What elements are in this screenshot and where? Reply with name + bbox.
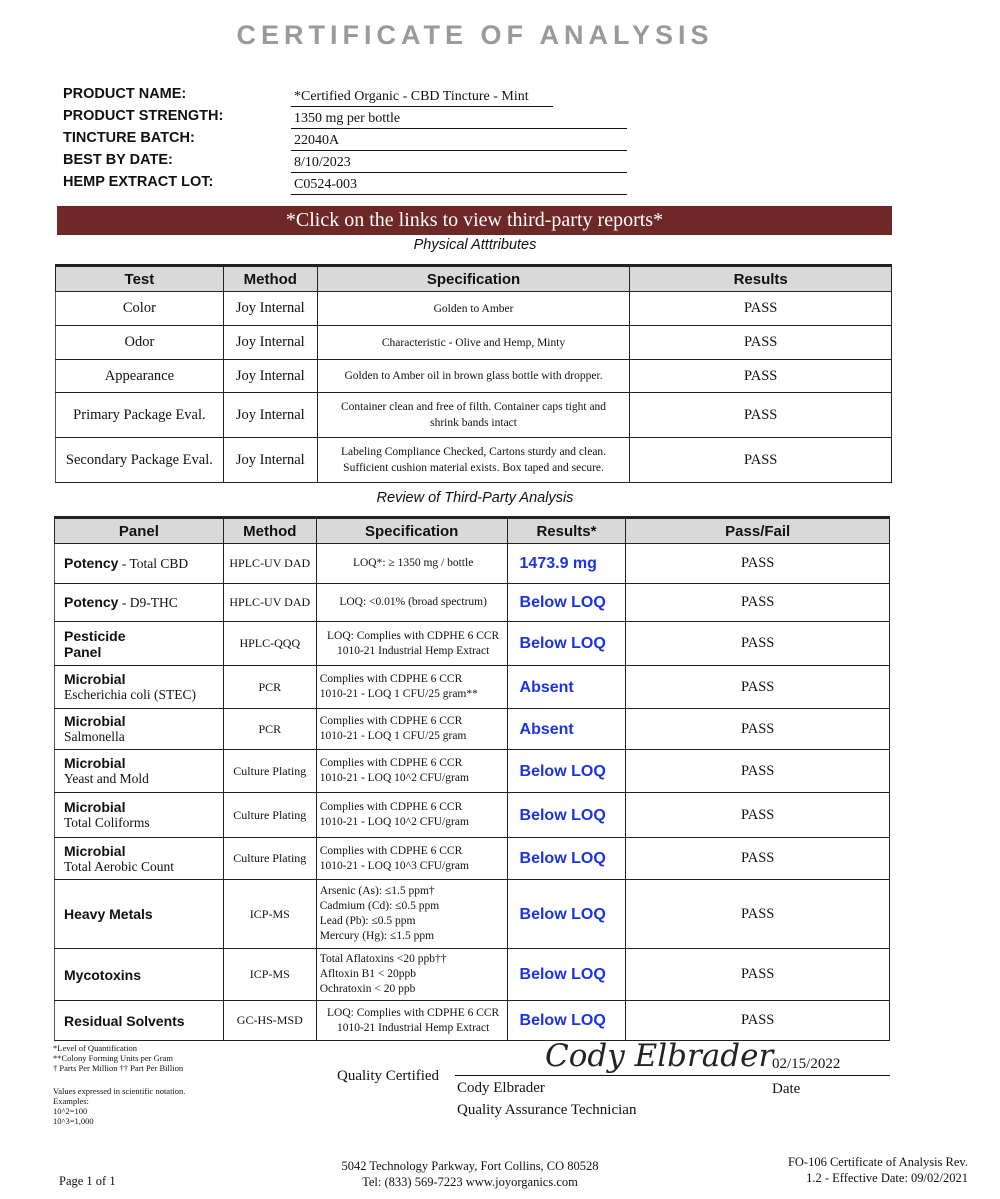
panel-cell bbox=[55, 584, 224, 622]
table-row bbox=[55, 793, 890, 838]
spec-line: Sufficient cushion material exists. Box taped and secure. bbox=[343, 462, 604, 474]
column-header-results: Results* bbox=[507, 518, 626, 544]
pass-fail-cell: PASS bbox=[626, 666, 890, 709]
info-row-hemp-extract-lot bbox=[63, 174, 643, 196]
pass-fail-cell: PASS bbox=[626, 584, 890, 622]
footnote: *Level of Quantification bbox=[53, 1043, 138, 1053]
info-value: 8/10/2023 bbox=[291, 154, 627, 173]
info-value: C0524-003 bbox=[291, 176, 627, 195]
panel-title: Microbial bbox=[64, 799, 126, 815]
footnote: **Colony Forming Units per Gram bbox=[53, 1053, 173, 1063]
result-link-potency-thc[interactable]: Below LOQ bbox=[507, 584, 626, 622]
column-header-method: Method bbox=[223, 266, 317, 292]
table-row bbox=[55, 838, 890, 880]
spec-cell bbox=[317, 393, 630, 438]
panel-cell bbox=[55, 709, 224, 750]
column-header-method: Method bbox=[223, 518, 316, 544]
address-line: 5042 Technology Parkway, Fort Collins, CO 80528 bbox=[341, 1159, 599, 1173]
table-row bbox=[55, 622, 890, 666]
column-header-test: Test bbox=[56, 266, 224, 292]
info-row-product-strength bbox=[63, 108, 643, 130]
panel-title: Heavy Metals bbox=[64, 906, 153, 922]
spec-cell bbox=[316, 949, 507, 1001]
signer-title: Quality Assurance Technician bbox=[457, 1102, 637, 1118]
info-row-tincture-batch bbox=[63, 130, 643, 152]
method-cell: Joy Internal bbox=[223, 393, 317, 438]
spec-line: Complies with CDPHE 6 CCR bbox=[319, 801, 463, 813]
spec-cell bbox=[316, 880, 507, 949]
spec-line: Container clean and free of filth. Container caps tight and bbox=[341, 401, 607, 413]
table-row bbox=[56, 292, 892, 326]
spec-line: Ochratoxin < 20 ppb bbox=[319, 983, 416, 995]
spec-line: LOQ*: ≥ 1350 mg / bottle bbox=[352, 557, 474, 569]
spec-line: 1010-21 - LOQ 10^2 CFU/gram bbox=[319, 772, 469, 784]
result-cell: PASS bbox=[630, 438, 892, 483]
spec-line: 1010-21 Industrial Hemp Extract bbox=[336, 1021, 490, 1034]
panel-title: Mycotoxins bbox=[64, 966, 142, 983]
spec-line: LOQ: Complies with CDPHE 6 CCR bbox=[327, 629, 500, 642]
info-label: PRODUCT NAME: bbox=[63, 86, 187, 102]
panel-cell bbox=[55, 949, 224, 1001]
table-row bbox=[55, 709, 890, 750]
spec-line: Complies with CDPHE 6 CCR bbox=[319, 673, 463, 685]
spec-cell bbox=[316, 750, 507, 793]
panel-cell bbox=[55, 838, 224, 880]
spec-cell bbox=[317, 292, 630, 326]
table-row bbox=[55, 584, 890, 622]
panel-subtitle: - Total CBD bbox=[118, 556, 189, 571]
method-cell: ICP-MS bbox=[223, 880, 316, 949]
third-party-reports-link[interactable]: *Click on the links to view third-party reports* bbox=[57, 206, 892, 235]
panel-subtitle: Total Coliforms bbox=[64, 815, 150, 830]
spec-cell bbox=[316, 709, 507, 750]
table-row bbox=[55, 949, 890, 1001]
table-row bbox=[56, 360, 892, 393]
result-cell: PASS bbox=[630, 292, 892, 326]
signer-name: Cody Elbrader bbox=[457, 1080, 545, 1096]
spec-cell bbox=[317, 360, 630, 393]
spec-cell bbox=[316, 838, 507, 880]
panel-cell bbox=[55, 666, 224, 709]
spec-line: Golden to Amber oil in brown glass bottle with dropper. bbox=[344, 370, 603, 382]
spec-line: Labeling Compliance Checked, Cartons sturdy and clean. bbox=[341, 446, 607, 458]
method-cell: ICP-MS bbox=[223, 949, 316, 1001]
form-line: 1.2 - Effective Date: 09/02/2021 bbox=[806, 1171, 968, 1185]
third-party-table bbox=[54, 516, 890, 1041]
panel-title: Microbial bbox=[64, 755, 126, 771]
panel-cell bbox=[55, 1001, 224, 1041]
third-party-caption: Review of Third-Party Analysis bbox=[376, 490, 574, 506]
spec-cell bbox=[316, 622, 507, 666]
panel-subtitle: Salmonella bbox=[64, 729, 125, 744]
info-label: PRODUCT STRENGTH: bbox=[63, 108, 224, 124]
method-cell: Joy Internal bbox=[223, 326, 317, 360]
result-link-heavy-metals[interactable]: Below LOQ bbox=[507, 880, 626, 949]
test-cell: Secondary Package Eval. bbox=[56, 438, 224, 483]
spec-cell bbox=[316, 793, 507, 838]
info-label: TINCTURE BATCH: bbox=[63, 130, 195, 146]
column-header-panel: Panel bbox=[55, 518, 224, 544]
result-link-pesticides[interactable]: Below LOQ bbox=[507, 622, 626, 666]
method-cell: Joy Internal bbox=[223, 438, 317, 483]
pass-fail-cell: PASS bbox=[626, 838, 890, 880]
column-header-pass-fail: Pass/Fail bbox=[626, 518, 890, 544]
form-revision bbox=[760, 1154, 968, 1186]
table-row bbox=[56, 393, 892, 438]
info-value: 1350 mg per bottle bbox=[291, 110, 627, 129]
panel-title: Microbial bbox=[64, 671, 126, 687]
column-header-specification: Specification bbox=[316, 518, 507, 544]
spec-line: 1010-21 - LOQ 1 CFU/25 gram bbox=[319, 730, 467, 742]
table-row bbox=[56, 326, 892, 360]
physical-attributes-table bbox=[55, 264, 892, 483]
panel-cell bbox=[55, 750, 224, 793]
info-value: *Certified Organic - CBD Tincture - Mint bbox=[291, 88, 553, 107]
table-header-row bbox=[55, 518, 890, 544]
company-address bbox=[300, 1158, 640, 1190]
info-label: BEST BY DATE: bbox=[63, 152, 173, 168]
spec-line: Total Aflatoxins <20 ppb†† bbox=[319, 953, 447, 965]
footnote: 10^2=100 bbox=[53, 1106, 88, 1116]
test-cell: Odor bbox=[56, 326, 224, 360]
method-cell: Joy Internal bbox=[223, 360, 317, 393]
result-link-yeast-mold[interactable]: Below LOQ bbox=[507, 750, 626, 793]
spec-line: 1010-21 - LOQ 10^3 CFU/gram bbox=[319, 859, 469, 872]
method-cell: Culture Plating bbox=[223, 793, 316, 838]
footnote: Values expressed in scientific notation. bbox=[53, 1086, 186, 1096]
panel-cell bbox=[55, 622, 224, 666]
panel-cell bbox=[55, 544, 224, 584]
panel-title: Potency bbox=[64, 555, 119, 571]
method-cell: PCR bbox=[223, 666, 316, 709]
info-row-best-by-date bbox=[63, 152, 643, 174]
spec-line: Cadmium (Cd): ≤0.5 ppm bbox=[319, 900, 440, 912]
method-cell: PCR bbox=[223, 709, 316, 750]
panel-subtitle: - D9-THC bbox=[118, 595, 178, 610]
spec-line: Arsenic (As): ≤1.5 ppm† bbox=[319, 885, 435, 897]
date-label: Date bbox=[772, 1081, 801, 1097]
table-row bbox=[55, 750, 890, 793]
result-cell: PASS bbox=[630, 393, 892, 438]
signature-date: 02/15/2022 bbox=[772, 1056, 841, 1072]
result-link-aerobic-count[interactable]: Below LOQ bbox=[507, 838, 626, 880]
panel-title: Residual Solvents bbox=[64, 1012, 185, 1029]
spec-line: Golden to Amber bbox=[433, 302, 514, 315]
method-cell: HPLC-UV DAD bbox=[223, 584, 316, 622]
pass-fail-cell: PASS bbox=[626, 1001, 890, 1041]
pass-fail-cell: PASS bbox=[626, 880, 890, 949]
method-cell: HPLC-UV DAD bbox=[223, 544, 316, 584]
spec-line: shrink bands intact bbox=[430, 417, 517, 429]
footnote: 10^3=1,000 bbox=[53, 1116, 94, 1126]
quality-certified-label: Quality Certified bbox=[337, 1068, 440, 1084]
panel-subtitle: Yeast and Mold bbox=[64, 771, 149, 786]
panel-title: Pesticide Panel bbox=[64, 627, 126, 660]
contact-line: Tel: (833) 569-7223 www.joyorganics.com bbox=[362, 1175, 578, 1189]
result-link-coliforms[interactable]: Below LOQ bbox=[507, 793, 626, 838]
form-line: FO-106 Certificate of Analysis Rev. bbox=[787, 1155, 968, 1169]
spec-line: LOQ: Complies with CDPHE 6 CCR bbox=[327, 1006, 500, 1019]
pass-fail-cell: PASS bbox=[626, 544, 890, 584]
spec-line: Lead (Pb): ≤0.5 ppm bbox=[319, 915, 416, 927]
footnote: † Parts Per Million †† Part Per Billion bbox=[53, 1063, 184, 1073]
spec-line: 1010-21 - LOQ 10^2 CFU/gram bbox=[319, 816, 469, 828]
document-title: CERTIFICATE OF ANALYSIS bbox=[236, 20, 714, 50]
spec-cell bbox=[317, 438, 630, 483]
result-cell: PASS bbox=[630, 326, 892, 360]
pass-fail-cell: PASS bbox=[626, 750, 890, 793]
pass-fail-cell: PASS bbox=[626, 793, 890, 838]
panel-title: Microbial bbox=[64, 842, 126, 859]
spec-line: Characteristic - Olive and Hemp, Minty bbox=[381, 336, 566, 349]
footnote: Examples: bbox=[53, 1096, 89, 1106]
spec-line: 1010-21 - LOQ 1 CFU/25 gram** bbox=[319, 688, 478, 700]
result-link-potency-cbd[interactable]: 1473.9 mg bbox=[507, 544, 626, 584]
result-link-ecoli[interactable]: Absent bbox=[507, 666, 626, 709]
spec-line: Complies with CDPHE 6 CCR bbox=[319, 844, 463, 857]
info-row-product-name bbox=[63, 86, 643, 108]
table-row bbox=[55, 544, 890, 584]
physical-attributes-caption: Physical Atttributes bbox=[413, 237, 537, 253]
panel-subtitle: Escherichia coli (STEC) bbox=[64, 687, 196, 702]
pass-fail-cell: PASS bbox=[626, 622, 890, 666]
table-row bbox=[55, 1001, 890, 1041]
result-link-residual-solvents[interactable]: Below LOQ bbox=[507, 1001, 626, 1041]
table-row bbox=[56, 438, 892, 483]
table-header-row bbox=[56, 266, 892, 292]
product-info bbox=[63, 86, 643, 196]
method-cell: GC-HS-MSD bbox=[223, 1001, 316, 1041]
method-cell: Culture Plating bbox=[223, 750, 316, 793]
spec-cell bbox=[316, 544, 507, 584]
spec-line: LOQ: <0.01% (broad spectrum) bbox=[339, 596, 487, 608]
result-link-mycotoxins[interactable]: Below LOQ bbox=[507, 949, 626, 1001]
panel-cell bbox=[55, 793, 224, 838]
signature: Cody Elbrader bbox=[545, 1038, 774, 1074]
panel-title: Microbial bbox=[64, 713, 126, 729]
method-cell: Joy Internal bbox=[223, 292, 317, 326]
signature-line bbox=[455, 1075, 890, 1076]
method-cell: Culture Plating bbox=[223, 838, 316, 880]
footnotes bbox=[53, 1043, 185, 1126]
table-row bbox=[55, 880, 890, 949]
panel-subtitle: Total Aerobic Count bbox=[64, 858, 175, 874]
test-cell: Primary Package Eval. bbox=[56, 393, 224, 438]
column-header-results: Results bbox=[630, 266, 892, 292]
column-header-specification: Specification bbox=[317, 266, 630, 292]
spec-line: Afltoxin B1 < 20ppb bbox=[319, 968, 417, 980]
result-cell: PASS bbox=[630, 360, 892, 393]
spec-line: Mercury (Hg): ≤1.5 ppm bbox=[319, 930, 435, 942]
spec-cell bbox=[316, 1001, 507, 1041]
spec-line: Complies with CDPHE 6 CCR bbox=[319, 715, 463, 727]
result-link-salmonella[interactable]: Absent bbox=[507, 709, 626, 750]
panel-cell bbox=[55, 880, 224, 949]
table-row bbox=[55, 666, 890, 709]
spec-line: 1010-21 Industrial Hemp Extract bbox=[336, 644, 490, 657]
page-number: Page 1 of 1 bbox=[59, 1174, 116, 1188]
info-value: 22040A bbox=[291, 132, 627, 151]
spec-cell bbox=[316, 666, 507, 709]
pass-fail-cell: PASS bbox=[626, 949, 890, 1001]
spec-cell bbox=[317, 326, 630, 360]
pass-fail-cell: PASS bbox=[626, 709, 890, 750]
info-label: HEMP EXTRACT LOT: bbox=[63, 174, 214, 190]
method-cell: HPLC-QQQ bbox=[223, 622, 316, 666]
spec-line: Complies with CDPHE 6 CCR bbox=[319, 757, 463, 769]
panel-title: Potency bbox=[64, 594, 119, 610]
spec-cell bbox=[316, 584, 507, 622]
test-cell: Color bbox=[56, 292, 224, 326]
test-cell: Appearance bbox=[56, 360, 224, 393]
